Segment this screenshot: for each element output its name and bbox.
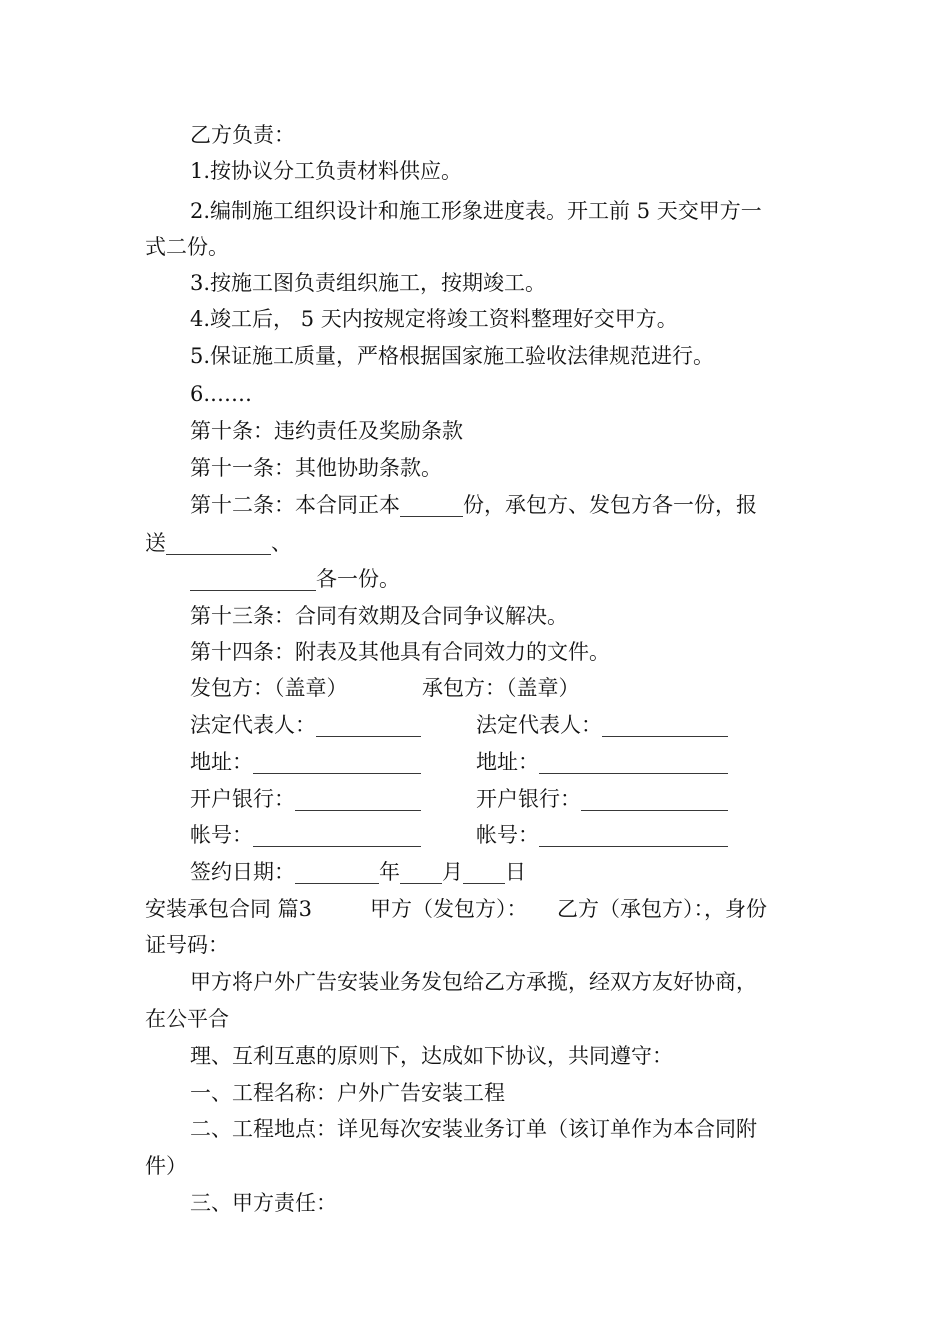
address-b: 地址：__________________ [476, 750, 728, 774]
section-title: 安装承包合同 篇3 [145, 897, 313, 921]
section-party-a: 甲方（发包方）： [370, 897, 528, 921]
account-b: 帐号：__________________ [476, 823, 728, 847]
party-a-seal: 发包方：（盖章） [190, 676, 348, 700]
bank-b: 开户银行：______________ [476, 787, 728, 811]
party-b-seal: 承包方：（盖章） [422, 676, 580, 700]
legal-rep-a: 法定代表人：__________ [190, 713, 421, 737]
section-party-b: 乙方（承包方）：，身份 [557, 897, 767, 921]
document-page: 乙方负责： 1.按协议分工负责材料供应。 2.编制施工组织设计和施工形象进度表。开工前 5 天交甲方一 式二份。 3.按施工图负责组织施工，按期竣工。 4.竣工后， 5 天内按规定将竣工资料整理好交甲方。 5.保证施工质量，严格根据国家施工验收法律规范进行。 6.…… 第十条：违约责任及奖励条款 第十一条：其他协助条款。 第十二条：本合同正本______份，承包方、发包方各一份，报 送__________、 ____________各一份。 第十三条：合同有效期及合同争议解决。 第十四条：附表及其他具有合同效力的文件。 发包方：（盖章） 承包方：（盖章） 法定代表人：__________ 法定代表人：____________ 地址：________________ 地址：__________________ 开户银行：____________ 开户银行：______________ 帐号：________________ 帐号：__________________ 签约日期：________年____月____日 安装承包合同 篇3 甲方（发包方）： 乙方（承包方）：，身份 证号码： 甲方将户外广告安装业务发包给乙方承揽，经双方友好协商， 在公平合 理、互利互惠的原则下，达成如下协议，共同遵守： 一、工程名称：户外广告安装工程 二、工程地点：详见每次安装业务订单（该订单作为本合同附 件） 三、甲方责任： [145, 123, 767, 1215]
account-a: 帐号：________________ [190, 823, 421, 847]
legal-rep-b: 法定代表人：____________ [476, 713, 728, 737]
bank-a: 开户银行：____________ [190, 787, 421, 811]
address-a: 地址：________________ [190, 750, 421, 774]
